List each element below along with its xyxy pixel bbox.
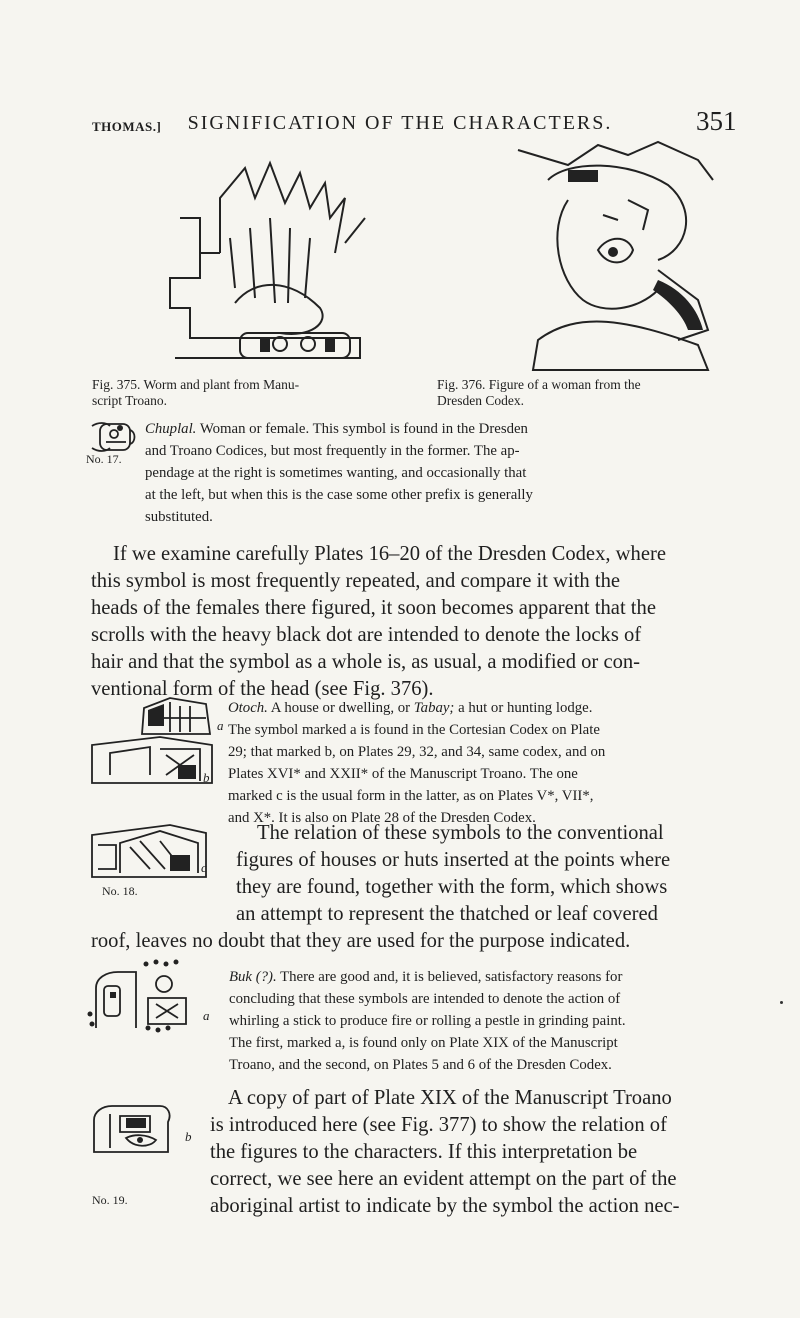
otoch-letter-c: c	[201, 860, 207, 875]
symbol-label-no-18: No. 18.	[102, 884, 138, 898]
relation-line-3: they are found, together with the form, which shows	[236, 876, 668, 898]
buk-line-2: concluding that these symbols are intended to denote the action of	[229, 991, 621, 1007]
examine-line-3: heads of the females there figured, it soon becomes apparent that the	[91, 597, 656, 619]
buk-definition: There are good and, it is believed, satisfactory reasons for	[280, 969, 623, 985]
fig-376-caption-line-1: Fig. 376. Figure of a woman from the	[437, 377, 641, 392]
chuplal-line-5: substituted.	[145, 509, 213, 525]
otoch-letter-b: b	[203, 770, 210, 785]
otoch-line-1	[228, 697, 778, 719]
relation-line-2: figures of houses or huts inserted at the points where	[236, 849, 671, 871]
otoch-letter-a: a	[217, 718, 224, 733]
otoch-glyph-b	[90, 735, 214, 785]
woman-figure-illustration	[508, 140, 723, 375]
examine-line-1: If we examine carefully Plates 16–20 of the Dresden Codex, where	[113, 543, 666, 565]
copy-line-1: A copy of part of Plate XIX of the Manuscript Troano	[228, 1087, 672, 1109]
otoch-term: Otoch.	[228, 700, 268, 716]
buk-line-3: whirling a stick to produce fire or rolling a pestle in grinding paint.	[229, 1013, 626, 1029]
buk-line-1	[229, 966, 777, 988]
copy-line-3: the figures to the characters. If this interpretation be	[210, 1141, 638, 1163]
otoch-line-4: Plates XVI* and XXII* of the Manuscript Troano. The one	[228, 766, 578, 782]
fig-375-caption-line-1: Fig. 375. Worm and plant from Manu-	[92, 377, 300, 392]
chuplal-definition: Woman or female. This symbol is found in the Dresden	[199, 421, 528, 437]
copy-line-5: aboriginal artist to indicate by the symbol the action nec-	[210, 1195, 680, 1217]
relation-line-5: roof, leaves no doubt that they are used for the purpose indicated.	[91, 930, 631, 952]
symbol-label-no-19: No. 19.	[92, 1193, 128, 1207]
buk-line-5: Troano, and the second, on Plates 5 and 6 of the Dresden Codex.	[229, 1057, 612, 1073]
buk-line-4: The first, marked a, is found only on Plate XIX of the Manuscript	[229, 1035, 618, 1051]
otoch-line-6: and X*. It is also on Plate 28 of the Dresden Codex.	[228, 810, 536, 826]
symbol-label-no-17: No. 17.	[86, 452, 122, 466]
chuplal-line-1	[145, 418, 775, 440]
otoch-glyph-c	[90, 823, 208, 879]
relation-line-4: an attempt to represent the thatched or leaf covered	[236, 903, 658, 925]
chuplal-term: Chuplal.	[145, 421, 197, 437]
buk-term: Buk (?).	[229, 969, 277, 985]
buk-letter-a: a	[203, 1008, 210, 1023]
buk-letter-b: b	[185, 1129, 192, 1144]
running-head-title: SIGNIFICATION OF THE CHARACTERS.	[187, 112, 613, 134]
otoch-line-2: The symbol marked a is found in the Cortesian Codex on Plate	[228, 722, 600, 738]
chuplal-glyph	[90, 420, 138, 454]
chuplal-line-4: at the left, but when this is the case some other prefix is generally	[145, 487, 533, 503]
chuplal-line-3: pendage at the right is sometimes wanting, and occasionally that	[145, 465, 527, 481]
relation-line-1: The relation of these symbols to the conventional	[257, 822, 664, 844]
print-speck	[780, 1001, 783, 1004]
examine-line-2: this symbol is most frequently repeated, and compare it with the	[91, 570, 621, 592]
worm-and-plant-illustration	[160, 158, 375, 373]
otoch-glyph-a	[140, 696, 212, 738]
otoch-line-3: 29; that marked b, on Plates 29, 32, and 34, same codex, and on	[228, 744, 606, 760]
running-head-author: THOMAS.]	[92, 119, 162, 134]
chuplal-line-2: and Troano Codices, but most frequently in the former. The ap-	[145, 443, 520, 459]
examine-line-4: scrolls with the heavy black dot are intended to denote the locks of	[91, 624, 642, 646]
fig-376-caption-line-2: Dresden Codex.	[437, 393, 524, 408]
otoch-line-5: marked c is the usual form in the latter, as on Plates V*, VII*,	[228, 788, 594, 804]
fig-375-caption-line-2: script Troano.	[92, 393, 168, 408]
buk-glyph-b	[90, 1104, 174, 1156]
buk-glyph-a	[86, 958, 206, 1036]
copy-line-2: is introduced here (see Fig. 377) to show the relation of	[210, 1114, 667, 1136]
copy-line-4: correct, we see here an evident attempt on the part of the	[210, 1168, 677, 1190]
examine-line-5: hair and that the symbol as a whole is, as usual, a modified or con-	[91, 651, 641, 673]
page-number: 351	[696, 106, 737, 136]
otoch-definition-end: a hut or hunting lodge.	[458, 700, 593, 716]
tabay-term: Tabay;	[413, 700, 455, 716]
examine-line-6: ventional form of the head (see Fig. 376).	[91, 678, 434, 700]
otoch-definition: A house or dwelling, or	[270, 700, 411, 716]
